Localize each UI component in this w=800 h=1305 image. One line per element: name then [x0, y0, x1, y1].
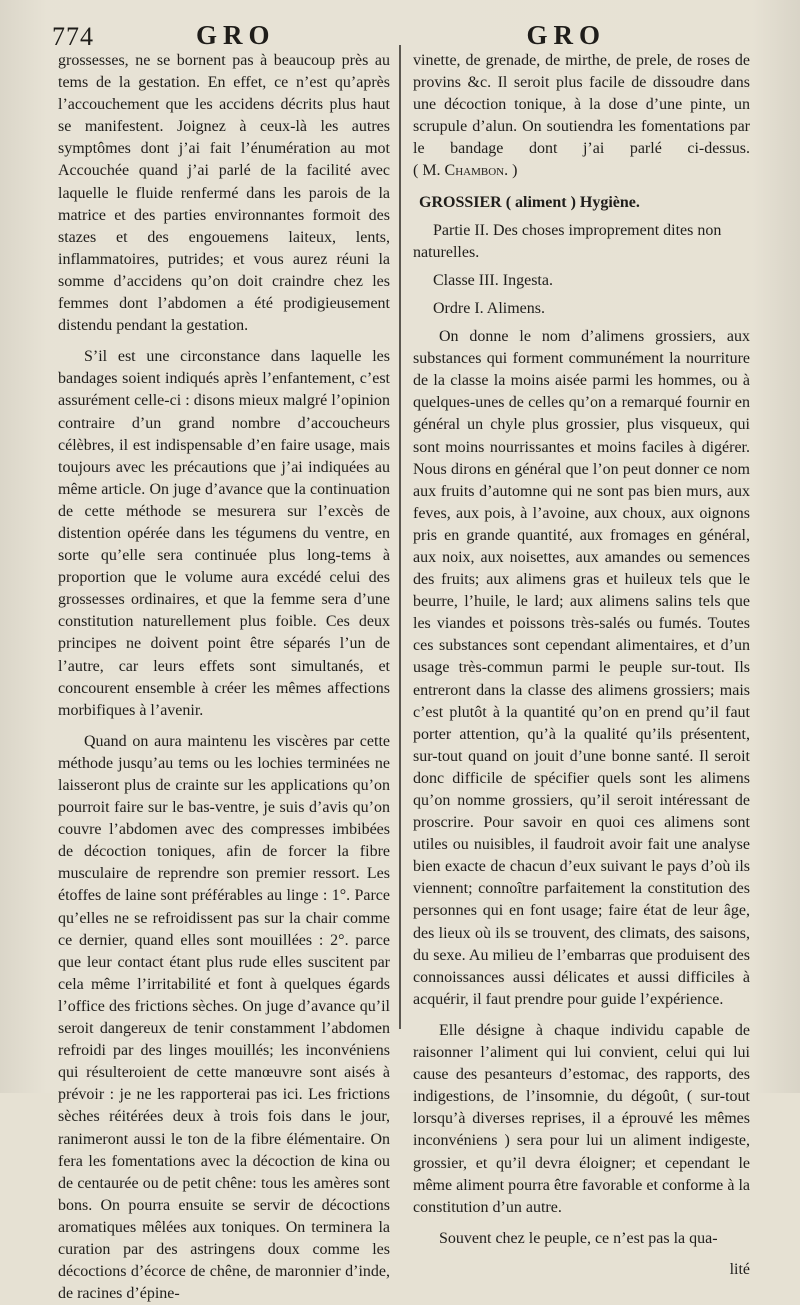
- right-column: [413, 50, 750, 1278]
- running-head-left: GRO: [196, 20, 276, 50]
- right-paragraph-3: Elle désigne à chaque individu capable de raisonner l’aliment qui lui convient, celui qui lui cause des pesanteurs d’estomac, des rapports, des indigestions, de l’insomnie, du dégoût, ( sur-tout lorsqu’à diverses reprises, il a éprouvé les mêmes inconvéniens ) sera pour lui un aliment indigeste, grossier, et qu’il devra éloigner; et cependant le même aliment pourra être favorable et conforme à la constitution d’un autre.: [413, 1021, 750, 1216]
- right-paragraph-4: Souvent chez le peuple, ce n’est pas la qua-: [439, 1229, 718, 1247]
- left-paragraph-1: grossesses, ne se bornent pas à beaucoup près au tems de la gestation. En effet, ce n’est qu’après l’accouchement que les accidens décrits plus haut se manifestent. Joignez à ceux-là les autres symptômes dont j’ai fait l’énumération au mot Accouchée quand j’ai parlé de la facilité avec laquelle le fluide renfermé dans les parois de la matrice et des parties environnantes formoit des stazes et des engouemens laiteux, lents, inflammatoires, putrides; et vous aurez réuni la somme d’accidens qu’on doit craindre chez les femmes dont l’abdomen a été prodigieusement distendu pendant la gestation.: [58, 52, 390, 335]
- running-head-right: GRO: [526, 20, 606, 50]
- right-paragraph-1: [413, 50, 750, 183]
- author-signature: ( M. Chambon. ): [413, 162, 518, 180]
- left-paragraph-2: S’il est une circonstance dans laquelle les bandages soient indiqués après l’enfantement, c’est assurément celle-ci : disons mieux malgré l’opinion contraire d’un grand nombre d’accoucheurs célèbres, il est indispensable d’en faire usage, mais toujours avec les précautions que j’ai indiquées au même article. On juge d’avance que la continuation de cette méthode se mesurera sur l’excès de distention opérée dans les tégumens du ventre, en sorte qu’elle sera continuée plus long-tems à proportion que le volume aura excédé celui des grossesses ordinaires, et que la femme sera d’une constitution naturellement plus foible. Ces deux principes ne doivent point être séparés l’un de l’autre, car leurs effets sont simultanés, et concourent ensemble à créer les mêmes affections morbifiques à l’avenir.: [58, 348, 390, 719]
- column-divider: [399, 45, 401, 1029]
- right-paragraph-1-text: vinette, de grenade, de mirthe, de prele, de roses de provins &c. Il seroit plus facile de dissoudre dans une décoction tonique, à la dose d’une pinte, un scrupule d’alun. On soutiendra les fomentations par le bandage dont j’ai parlé ci-dessus.: [413, 52, 750, 158]
- page-header: [18, 14, 782, 51]
- entry-ordre: Ordre I. Alimens.: [433, 299, 545, 317]
- entry-classe: Classe III. Ingesta.: [433, 271, 553, 289]
- left-column: [58, 50, 390, 1303]
- entry-title: GROSSIER ( aliment ) Hygiène.: [419, 193, 640, 211]
- left-paragraph-3: Quand on aura maintenu les viscères par cette méthode jusqu’au tems ou les lochies terminées ne laisseront plus de crainte sur les applications qu’on pourroit faire sur le bas-ventre, je suis d’avis qu’on couvre l’abdomen avec des compresses imbibées de décoction toniques, afin de forcer la fibre musculaire de reprendre son premier ressort. Les étoffes de laine sont préférables au linge : 1°. Parce qu’elles ne se refroidissent pas sur la chair comme ce dernier, quand elles sont mouillées : 2°. parce que leur contact étant plus rude elles suscitent par cela même l’irritabilité et font à quelques égards l’office des frictions sèches. On juge d’avance qu’il seroit dangereux de tenir constamment l’abdomen refroidi par des linges mouillés; les inconvéniens qui résulteroient de cette manœuvre sont aisés à prévoir : je ne les rapporterai pas ici. Les frictions sèches réitérées deux à trois fois dans le jour, ranimeront aussi le ton de la fibre élémentaire. On fera les fomentations avec la décoction de kina ou de centaurée ou de petit chêne: tous les amères sont bons. On pourra ensuite se servir de décoctions aromatiques mêlées aux toniques. On terminera la curation par des astringens doux comme les décoctions d’écorce de chêne, de maronnier d’inde, de racines d’épine-: [58, 732, 390, 1303]
- catchword: lité: [729, 1260, 750, 1278]
- page-number: 774: [52, 22, 94, 51]
- entry-partie: Partie II. Des choses improprement dites non naturelles.: [413, 221, 722, 261]
- right-paragraph-2: On donne le nom d’alimens grossiers, aux substances qui forment communément la nourriture de la classe la moins aisée parmi les hommes, ou à quelques-unes de celles qu’on a remarqué fournir en général un chyle plus grossier, plus visqueux, qui sont moins nourrissantes et moins faciles à digérer. Nous dirons en général que l’on peut donner ce nom aux fruits d’automne qui ne sont pas bien murs, aux feves, aux pois, à l’avoine, aux choux, aux oignons pris en grande quantité, aux fromages en général, aux noix, aux noisettes, aux amandes ou semences des fruits; aux alimens gras et huileux tels que le beurre, l’huile, le lard; aux alimens salins tels que les viandes et poissons très-salés ou fumés. Toutes ces substances sont cependant alimentaires, et d’un usage très-commun parmi le peuple sur-tout. Ils entreront dans la classe des alimens grossiers; mais c’est plutôt à la quantité qu’on en prend qu’il faut porter attention, qu’à la qualité qu’ils présentent, sur-tout quand on jouit d’une bonne santé. Il seroit donc difficile de spécifier quels sont les alimens qu’on nomme grossiers, qu’il seroit intéressant de proscrire. Pour savoir en quoi ces alimens sont utiles ou nuisibles, il faudroit avoir fait une analyse bien exacte de chacun d’eux suivant le pays d’où ils viennent; connoître parfaitement la constitution des personnes qui en font usage; faire état de leur âge, des lieux où ils se trouvent, des climats, des saisons, du sexe. Au milieu de l’embarras que produisent des connoissances aussi délicates et aussi difficiles à acquérir, il faut prendre pour guide l’expérience.: [413, 328, 750, 1008]
